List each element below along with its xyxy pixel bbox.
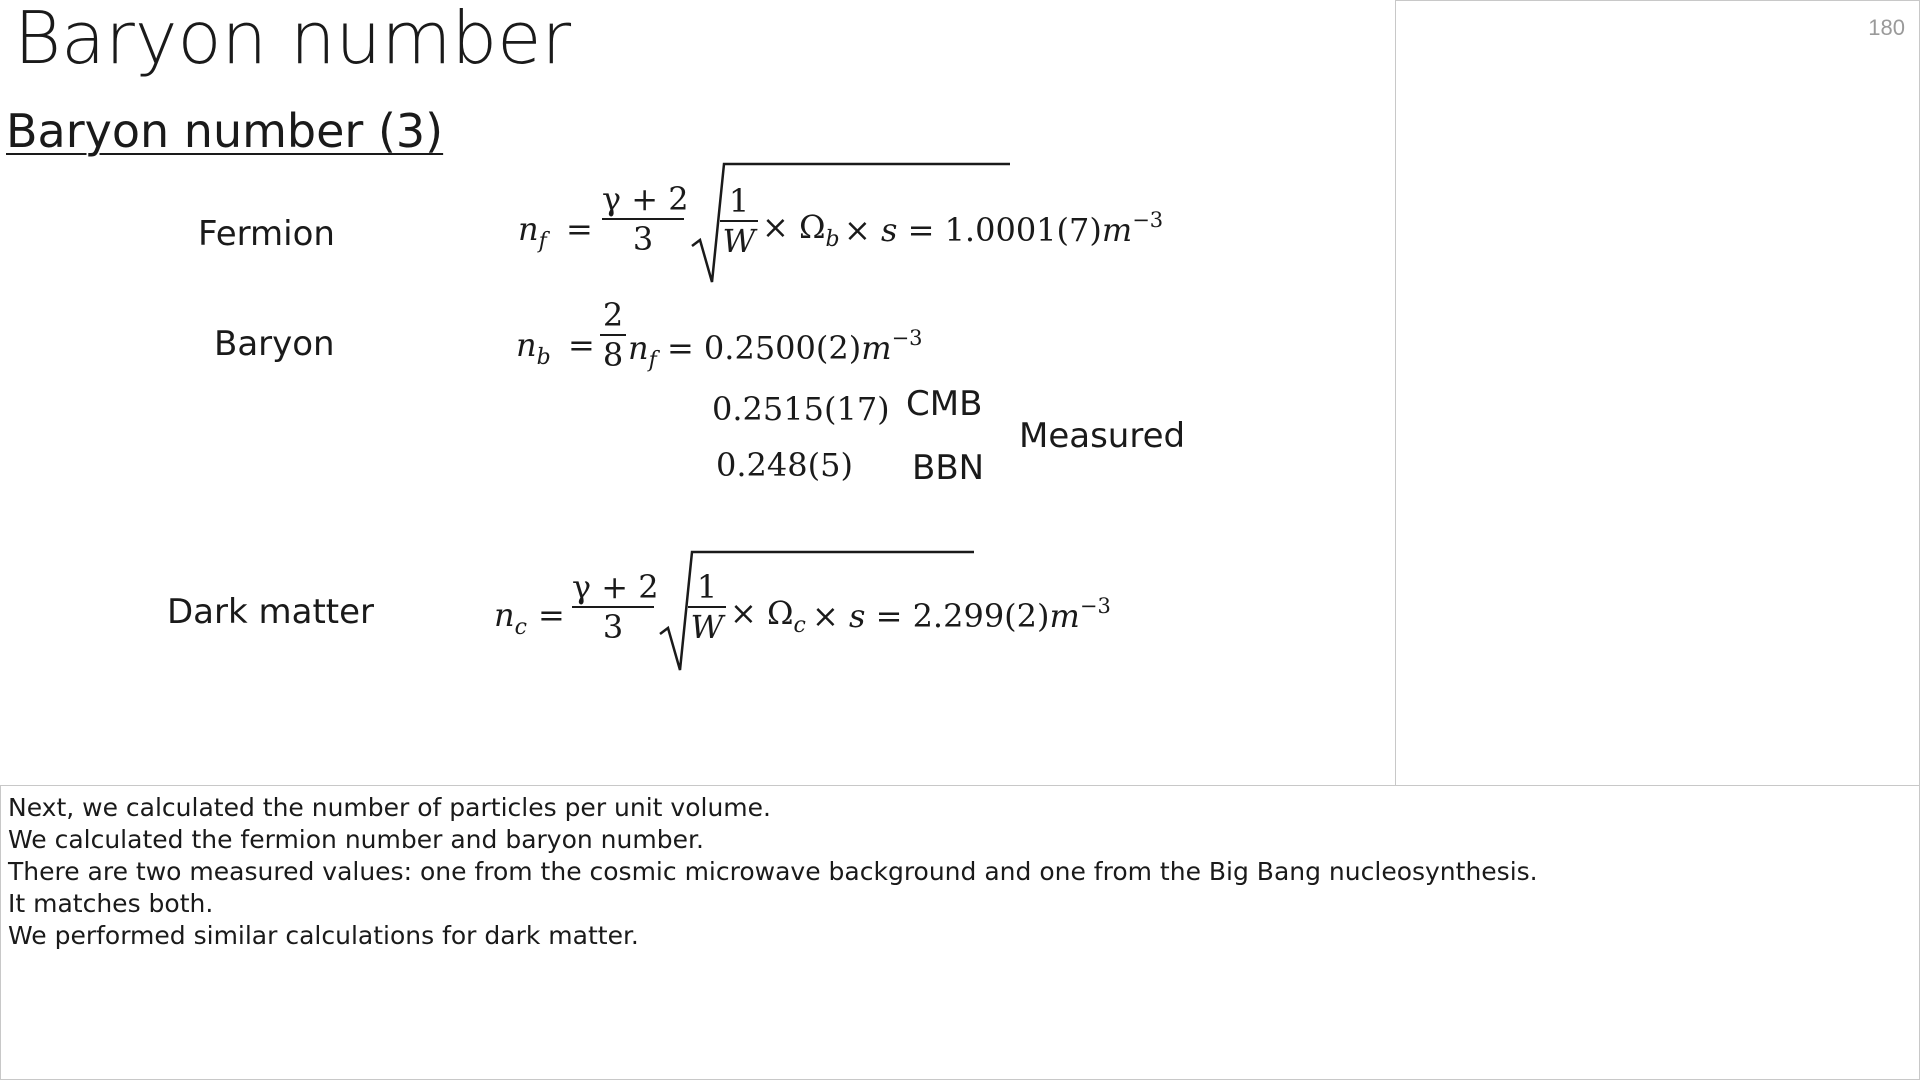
label-baryon: Baryon <box>214 324 335 364</box>
fermion-lhs: $n_f$ <box>518 210 547 254</box>
equation-baryon <box>516 296 1016 392</box>
page-number: 180 <box>1868 15 1905 40</box>
dark-matter-rhs: × $\Omega_c$ <box>730 594 806 638</box>
fermion-fraction: γ + 2 3 <box>602 180 689 258</box>
baryon-fraction: 2 8 <box>600 296 626 374</box>
dark-matter-fraction: γ + 2 3 <box>572 568 659 646</box>
baryon-equals: = <box>568 326 595 364</box>
notes-line: We performed similar calculations for dark matter. <box>8 921 639 950</box>
dark-matter-sqrt-fraction: 1 W <box>688 568 726 646</box>
notes-line: Next, we calculated the number of particles per unit volume. <box>8 793 771 822</box>
cmb-value: 0.2515(17) <box>712 390 890 428</box>
label-fermion: Fermion <box>198 214 335 254</box>
bbn-value: 0.248(5) <box>716 446 853 484</box>
notes-line: We calculated the fermion number and baryon number. <box>8 825 704 854</box>
side-panel <box>1395 0 1920 786</box>
dark-matter-result: × $s = 2.299(2)m^{-3}$ <box>812 594 1111 635</box>
equation-dark-matter <box>494 548 1154 678</box>
fermion-result: × $s = 1.0001(7)m^{-3}$ <box>844 208 1164 249</box>
baryon-rhs: $n_f = 0.2500(2)m^{-3}$ <box>628 326 923 373</box>
label-dark-matter: Dark matter <box>167 592 375 632</box>
fermion-rhs: × $\Omega_b$ <box>762 208 840 252</box>
notes-line: It matches both. <box>8 889 214 918</box>
slide-title: Baryon number <box>14 0 572 80</box>
dark-matter-equals: = <box>538 596 565 634</box>
label-cmb: CMB <box>906 384 983 424</box>
fermion-equals: = <box>566 210 593 248</box>
slide-subtitle: Baryon number (3) <box>6 104 444 158</box>
baryon-lhs: $n_b$ <box>516 326 551 370</box>
fermion-sqrt-fraction: 1 W <box>720 182 758 260</box>
notes-line: There are two measured values: one from the cosmic microwave background and one from the Big Bang nucleosynthesis. <box>8 857 1538 886</box>
equation-fermion <box>518 160 1178 290</box>
label-bbn: BBN <box>912 448 985 488</box>
label-measured: Measured <box>1019 416 1186 456</box>
dark-matter-lhs: $n_c$ <box>494 596 527 640</box>
speaker-notes[interactable] <box>0 785 1920 1080</box>
